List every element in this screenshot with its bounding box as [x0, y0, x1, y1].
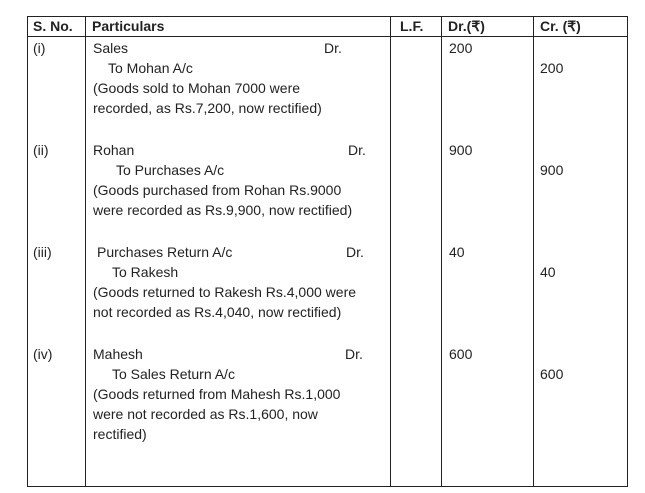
- narration-line: recorded, as Rs.7,200, now rectified): [93, 100, 322, 116]
- narration-line: (Goods purchased from Rohan Rs.9000: [93, 182, 342, 198]
- entry-sno: (ii): [33, 142, 49, 158]
- header-lf: L.F.: [400, 18, 424, 34]
- dr-mark: Dr.: [346, 244, 364, 260]
- narration-line: not recorded as Rs.4,040, now rectified): [93, 304, 342, 320]
- dr-mark: Dr.: [345, 346, 363, 362]
- header-particulars: Particulars: [92, 18, 165, 34]
- header-divider: [28, 36, 627, 37]
- narration-line: (Goods returned to Rakesh Rs.4,000 were: [93, 284, 357, 300]
- header-sno: S. No.: [33, 18, 73, 34]
- debit-account: Rohan: [93, 142, 135, 158]
- cr-amount: 40: [540, 264, 556, 280]
- narration-line: were recorded as Rs.9,900, now rectified): [93, 202, 353, 218]
- narration-line: were not recorded as Rs.1,600, now: [93, 406, 318, 422]
- entry-sno: (iv): [33, 346, 53, 362]
- column-divider: [533, 17, 534, 486]
- dr-amount: 40: [449, 244, 465, 260]
- credit-account: To Mohan A/c: [108, 60, 193, 76]
- cr-amount: 600: [540, 366, 564, 382]
- credit-account: To Rakesh: [112, 264, 179, 280]
- dr-mark: Dr.: [348, 142, 366, 158]
- cr-amount: 200: [540, 60, 564, 76]
- entry-sno: (iii): [33, 244, 52, 260]
- debit-account: Purchases Return A/c: [97, 244, 233, 260]
- debit-account: Sales: [93, 40, 129, 56]
- column-divider: [441, 17, 442, 486]
- narration-line: (Goods sold to Mohan 7000 were: [93, 80, 301, 96]
- column-divider: [85, 17, 86, 486]
- credit-account: To Sales Return A/c: [112, 366, 235, 382]
- journal-table: [27, 16, 628, 487]
- credit-account: To Purchases A/c: [116, 162, 225, 178]
- entry-sno: (i): [33, 40, 46, 56]
- dr-amount: 200: [449, 40, 473, 56]
- dr-amount: 900: [449, 142, 473, 158]
- debit-account: Mahesh: [93, 346, 143, 362]
- narration-line: rectified): [93, 426, 147, 442]
- cr-amount: 900: [540, 162, 564, 178]
- dr-mark: Dr.: [324, 40, 342, 56]
- header-cr: Cr. (₹): [540, 18, 581, 34]
- header-dr: Dr.(₹): [448, 18, 485, 34]
- column-divider: [390, 17, 391, 486]
- narration-line: (Goods returned from Mahesh Rs.1,000: [93, 386, 341, 402]
- dr-amount: 600: [449, 346, 473, 362]
